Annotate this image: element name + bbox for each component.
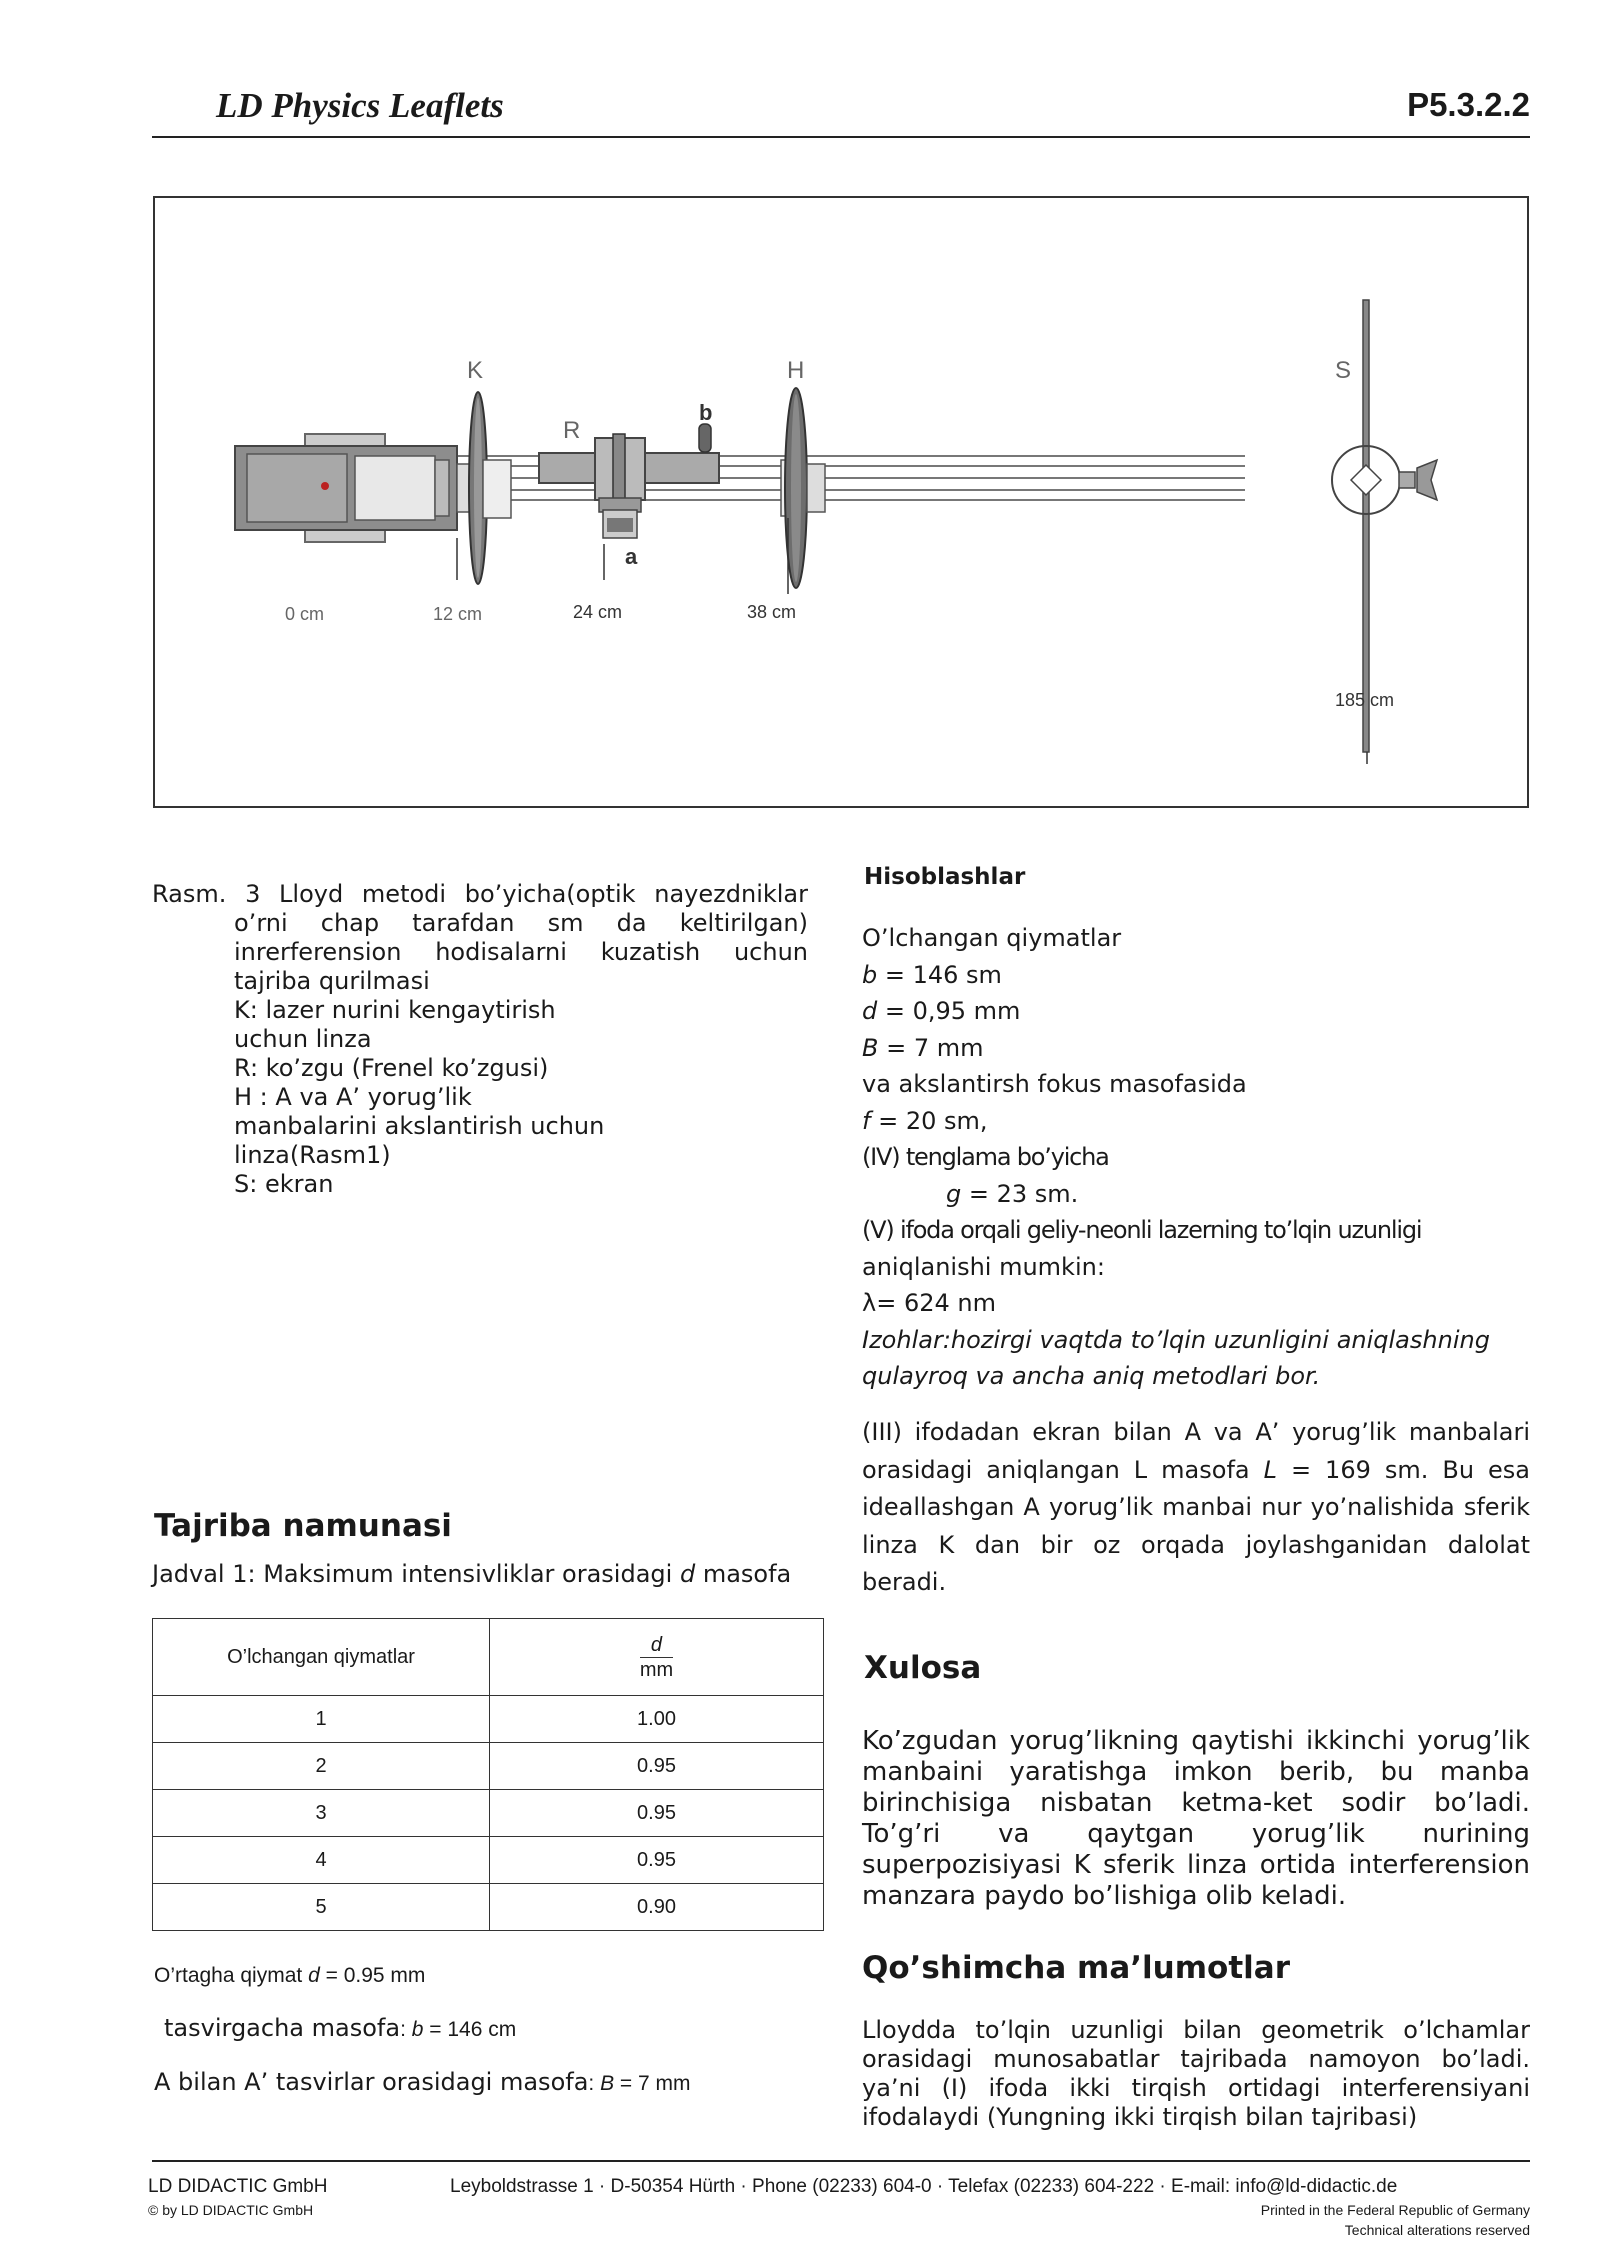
label-b: b (699, 400, 713, 425)
footer-rights: Technical alterations reserved (1344, 2222, 1530, 2238)
calc-block: O’lchangan qiymatlar b = 146 sm d = 0,95 mm B = 7 mm va akslantirsh fokus masofasida f = 20 sm, (IV) tenglama bo’yicha g = 23 sm. (V) ifoda orqali geliy-neonli lazerning to’lqin uzunligi aniqlanishi mumkin: λ= 624 nm Izohlar:hozirgi vaqtda to’lqin uzunligini aniqlashning qulayroq va ancha aniq metodlari bor. (862, 924, 1490, 1390)
caption-line: inrerferension hodisalarni kuzatish uchun (234, 938, 808, 966)
optical-bench-drawing (155, 198, 1531, 810)
table-caption: Jadval 1: Maksimum intensivliklar orasidagi d masofa (152, 1560, 792, 1588)
caption-line: S: ekran (234, 1170, 334, 1198)
caption-line: R: ko’zgu (Frenel ko’zgusi) (234, 1054, 549, 1082)
caption-line: linza(Rasm1) (234, 1141, 391, 1169)
sample-heading: Tajriba namunasi (154, 1508, 452, 1544)
conclusion-heading: Xulosa (864, 1650, 982, 1686)
average-value: O’rtagha qiymat d = 0.95 mm (154, 1964, 426, 1987)
header-rule (152, 136, 1530, 138)
table-row: 2 0.95 (153, 1743, 824, 1790)
leaflet-code: P5.3.2.2 (1407, 86, 1530, 123)
position-ticks (457, 518, 1367, 764)
footer-printed: Printed in the Federal Republic of Germany (1260, 2202, 1530, 2218)
label-k: K (467, 357, 484, 384)
experiment-figure (153, 196, 1529, 808)
measurement-table (152, 1618, 824, 1931)
footer-copyright: © by LD DIDACTIC GmbH (148, 2202, 314, 2218)
image-distance: tasvirgacha masofa: b = 146 cm (164, 2014, 517, 2042)
label-r: R (563, 417, 581, 444)
table-header-row (153, 1619, 824, 1696)
laser-drawing (235, 434, 457, 542)
pos-185: 185 cm (1335, 690, 1395, 710)
leaflet-title: LD Physics Leaflets (216, 86, 504, 125)
label-a: a (625, 544, 638, 569)
caption-line: o’rni chap tarafdan sm da keltirilgan) (234, 909, 808, 937)
lens-k-drawing (457, 392, 511, 584)
footer-address: Leyboldstrasse 1 · D-50354 Hürth · Phone (02233) 604-0 · Telefax (02233) 604-222 · E-mail: info@ld-didactic.de (450, 2176, 1398, 2197)
distance-paragraph: (III) ifodadan ekran bilan A va A’ yorug’lik manbalari orasidagi aniqlangan L masofa L = 169 sm. Bu esa ideallashgan A yorug’lik manbai nur yo’nalishida sferik linza K dan bir oz orqada joylashganidan dalolat beradi. (862, 1418, 1530, 1596)
caption-line: H : A va A’ yorug’lik (234, 1083, 472, 1111)
footer-company: LD DIDACTIC GmbH (148, 2176, 328, 2197)
caption-line: Rasm. 3 Lloyd metodi bo’yicha(optik nayezdniklar (152, 880, 808, 908)
pos-0: 0 cm (285, 604, 325, 624)
pos-12: 12 cm (433, 604, 483, 624)
calc-heading: Hisoblashlar (864, 864, 1026, 890)
image-separation: A bilan A’ tasvirlar orasidagi masofa: B = 7 mm (154, 2068, 691, 2096)
footer-rule (152, 2160, 1530, 2162)
conclusion-text: Ko’zgudan yorug’likning qaytishi ikkinchi yorug’lik manbaini yaratishga imkon berib, bu manba birinchisiga nisbatan ketma-ket sodir bo’ladi. To’g’ri va qaytgan yorug’lik nurining superpozisiyasi K sferik linza ortida interferension manzara paydo bo’lishiga olib keladi. (862, 1726, 1530, 1911)
label-s: S (1335, 357, 1352, 384)
pos-24: 24 cm (573, 602, 623, 622)
table-row: 5 0.90 (153, 1884, 824, 1931)
table-header-measured: O’lchangan qiymatlar (153, 1619, 490, 1696)
extra-heading: Qo’shimcha ma’lumotlar (862, 1950, 1290, 1986)
extra-text: Lloydda to’lqin uzunligi bilan geometrik o’lchamlar orasidagi munosabatlar tajribada namoyon bo’ladi. ya’ni (I) ifoda ikki tirqish ortidagi interferensiyani ifodalaydi (Yungning ikki tirqish bilan tajribasi) (862, 2016, 1530, 2131)
table-row: 4 0.95 (153, 1837, 824, 1884)
pos-38: 38 cm (747, 602, 797, 622)
caption-line: manbalarini akslantirish uchun (234, 1112, 605, 1140)
caption-line: K: lazer nurini kengaytirish (234, 996, 556, 1024)
caption-line: tajriba qurilmasi (234, 967, 430, 995)
table-row: 3 0.95 (153, 1790, 824, 1837)
label-h: H (787, 357, 805, 384)
table-row: 1 1.00 (153, 1696, 824, 1743)
figure-caption (152, 880, 808, 1199)
table-header-d: $\frac{d}{mm}$ (490, 1619, 824, 1696)
caption-line: uchun linza (234, 1025, 372, 1053)
